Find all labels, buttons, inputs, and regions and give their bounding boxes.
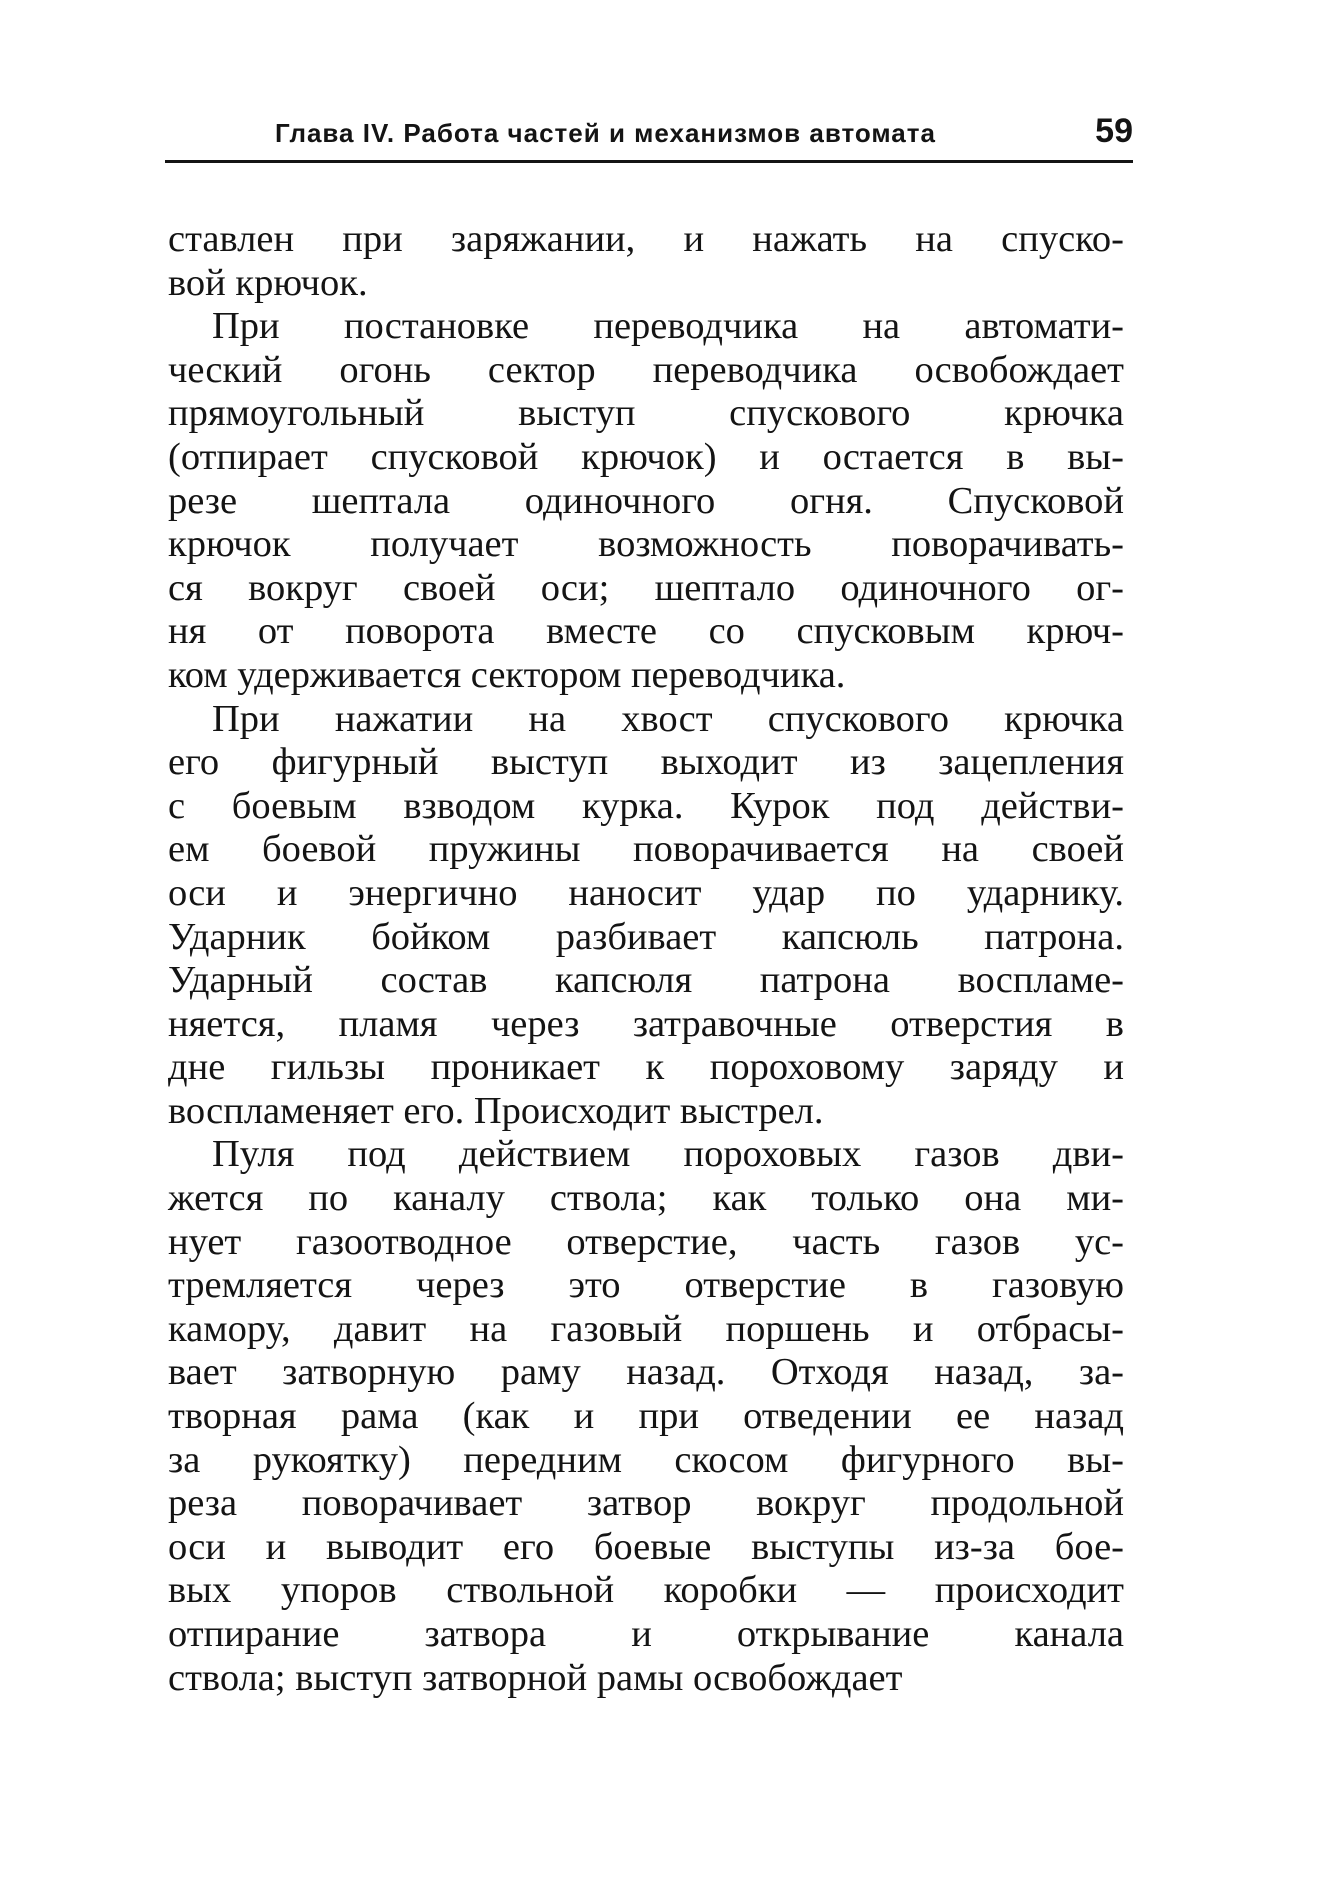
text-line: реза поворачивает затвор вокруг продольной	[168, 1482, 1124, 1525]
text-line: Пуля под действием пороховых газов дви-	[212, 1133, 1124, 1176]
text-line: воспламеняет его. Происходит выстрел.	[168, 1089, 824, 1132]
body-text	[168, 218, 1124, 1700]
running-title: Глава IV. Работа частей и механизмов автомата	[275, 118, 936, 148]
page-number: 59	[1095, 112, 1133, 150]
text-line: ствола; выступ затворной рамы освобождает	[168, 1656, 903, 1699]
text-line: При нажатии на хвост спускового крючка	[212, 697, 1124, 740]
text-line: прямоугольный выступ спускового крючка	[168, 392, 1124, 435]
text-line: ком удерживается сектором переводчика.	[168, 653, 846, 696]
text-line: с боевым взводом курка. Курок под действи-	[168, 784, 1124, 827]
paragraph	[168, 305, 1124, 697]
text-line: Ударный состав капсюля патрона воспламе-	[168, 959, 1124, 1002]
text-line: Ударник бойком разбивает капсюль патрона.	[168, 915, 1124, 958]
paragraph	[168, 698, 1124, 1134]
text-line: ставлен при заряжании, и нажать на спуско-	[168, 218, 1124, 260]
paragraph	[168, 1133, 1124, 1700]
text-line: тремляется через это отверстие в газовую	[168, 1264, 1124, 1307]
text-line: отпирание затвора и открывание канала	[168, 1613, 1124, 1655]
text-line: за рукоятку) передним скосом фигурного вы-	[168, 1438, 1124, 1481]
running-head	[165, 112, 1155, 162]
text-line: резе шептала одиночного огня. Спусковой	[168, 479, 1124, 522]
text-line: ческий огонь сектор переводчика освобождает	[168, 348, 1124, 391]
text-line: творная рама (как и при отведении ее назад	[168, 1395, 1124, 1438]
header-rule	[165, 160, 1133, 163]
text-line: ня от поворота вместе со спусковым крюч-	[168, 610, 1124, 653]
text-line: (отпирает спусковой крючок) и остается в вы-	[168, 435, 1124, 478]
text-line: оси и выводит его боевые выступы из-за бое-	[168, 1525, 1124, 1568]
paragraph	[168, 218, 1124, 305]
text-line: вых упоров ствольной коробки — происходит	[168, 1569, 1124, 1612]
text-line: ем боевой пружины поворачивается на своей	[168, 828, 1124, 871]
text-line: оси и энергично наносит удар по ударнику.	[168, 871, 1124, 914]
text-line: вает затворную раму назад. Отходя назад, за-	[168, 1351, 1124, 1394]
text-line: камору, давит на газовый поршень и отбрасы-	[168, 1307, 1124, 1350]
text-line: няется, пламя через затравочные отверстия в	[168, 1002, 1124, 1045]
text-line: ся вокруг своей оси; шептало одиночного ог-	[168, 566, 1124, 609]
text-line: При постановке переводчика на автомати-	[212, 305, 1124, 348]
text-line: нует газоотводное отверстие, часть газов ус-	[168, 1220, 1124, 1263]
text-line: его фигурный выступ выходит из зацепления	[168, 741, 1124, 784]
text-line: крючок получает возможность поворачивать-	[168, 523, 1124, 566]
text-line: вой крючок.	[168, 261, 368, 304]
text-line: дне гильзы проникает к пороховому заряду и	[168, 1046, 1124, 1089]
text-line: жется по каналу ствола; как только она ми-	[168, 1177, 1124, 1220]
